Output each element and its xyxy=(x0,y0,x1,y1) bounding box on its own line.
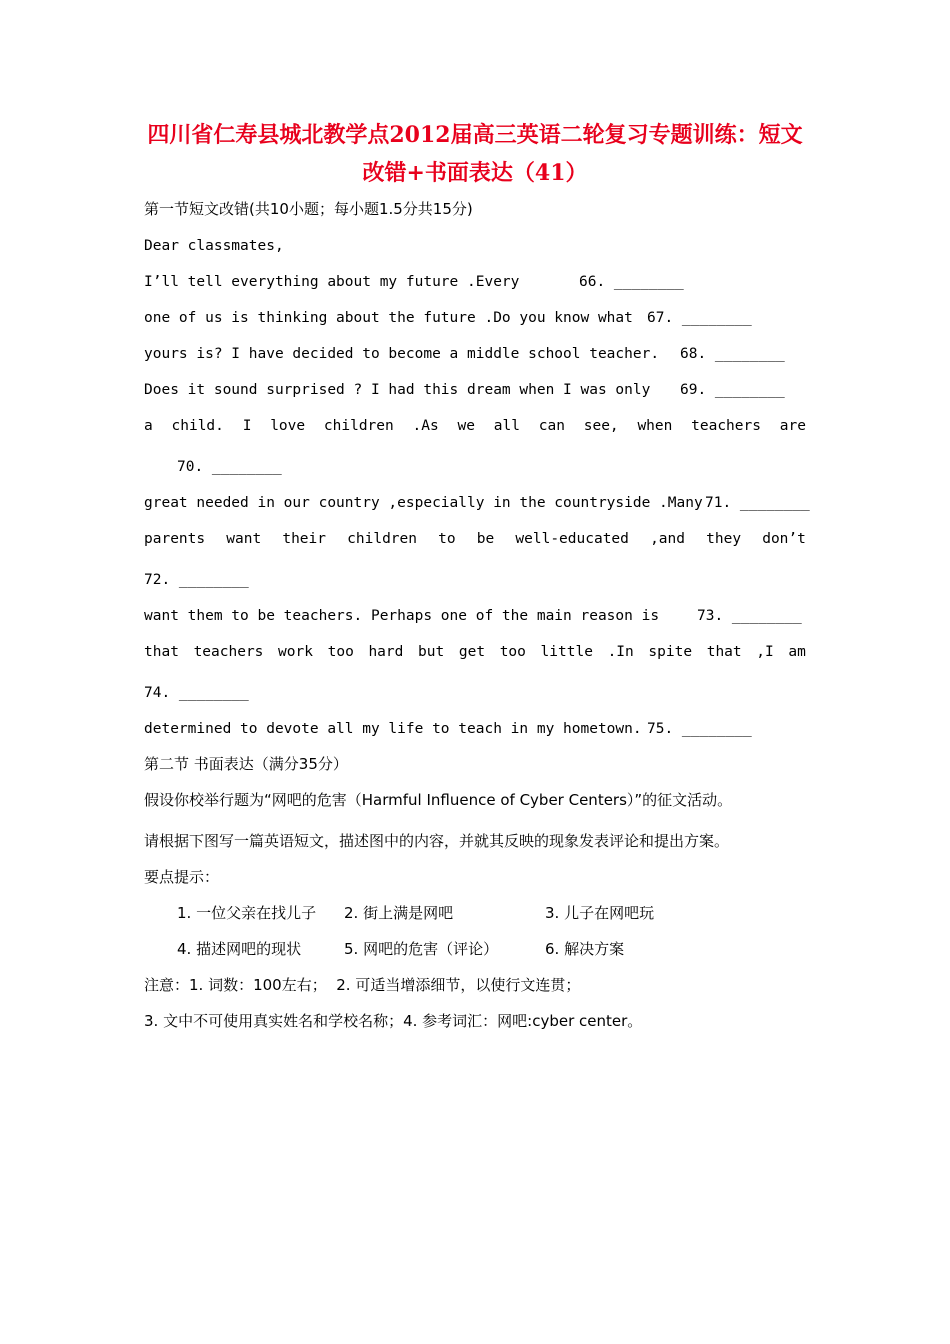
passage-line-10: determined to devote all my life to teach in my hometown. xyxy=(144,721,642,737)
point-4: 4. 描述网吧的现状 xyxy=(177,940,302,958)
note-line-2: 3. 文中不可使用真实姓名和学校名称；4. 参考词汇：网吧:cyber center。 xyxy=(144,1012,643,1030)
passage-line-8: want them to be teachers. Perhaps one of the main reason is xyxy=(144,608,660,624)
answer-blank-66: 66. ________ xyxy=(579,274,684,290)
answer-blank-73: 73. ________ xyxy=(697,608,802,624)
word: see, xyxy=(583,418,619,434)
word: ,I xyxy=(756,644,774,660)
answer-blank-75: 75. ________ xyxy=(647,721,752,737)
word: work xyxy=(278,644,313,660)
word: can xyxy=(538,418,565,434)
word: get xyxy=(458,644,486,660)
word: spite xyxy=(648,644,693,660)
note-line-1: 注意：1. 词数：100左右； 2. 可适当增添细节，以使行文连贯； xyxy=(144,976,581,994)
word: their xyxy=(282,531,326,547)
document-title-line-1: 四川省仁寿县城北教学点2012届高三英语二轮复习专题训练：短文 xyxy=(147,122,803,148)
answer-blank-69: 69. ________ xyxy=(680,382,785,398)
word: to xyxy=(438,531,456,547)
word: be xyxy=(476,531,495,547)
word: children xyxy=(347,531,417,547)
point-5: 5. 网吧的危害（评论） xyxy=(344,940,499,958)
word: all xyxy=(493,418,520,434)
word: hard xyxy=(368,644,404,660)
word: parents xyxy=(144,531,206,547)
passage-line-5 xyxy=(144,416,806,436)
passage-line-4: Does it sound surprised ? I had this dream when I was only xyxy=(144,382,651,398)
word: love xyxy=(270,418,306,434)
answer-blank-70: 70. ________ xyxy=(177,459,282,475)
answer-blank-72: 72. ________ xyxy=(144,572,249,588)
word: too xyxy=(499,644,526,660)
passage-line-3: yours is? I have decided to become a middle school teacher. xyxy=(144,346,660,362)
point-3: 3. 儿子在网吧玩 xyxy=(545,904,655,922)
point-2: 2. 街上满是网吧 xyxy=(344,904,454,922)
word: well-educated xyxy=(515,531,629,547)
passage-line-7 xyxy=(144,529,806,549)
word: don’t xyxy=(762,531,806,547)
salutation: Dear classmates, xyxy=(144,238,284,254)
points-label: 要点提示： xyxy=(144,868,220,886)
word: teachers xyxy=(691,418,761,434)
answer-blank-71: 71. ________ xyxy=(705,495,810,511)
word: but xyxy=(418,644,445,660)
word: a xyxy=(144,418,153,434)
point-6: 6. 解决方案 xyxy=(545,940,625,958)
word: .In xyxy=(607,644,634,660)
word: I xyxy=(242,418,252,434)
word: that xyxy=(706,644,742,660)
passage-line-1: I’ll tell everything about my future .Every xyxy=(144,274,520,290)
section2-heading: 第二节 书面表达（满分35分） xyxy=(144,755,348,773)
word: are xyxy=(779,418,806,434)
passage-line-9 xyxy=(144,642,806,662)
word: ,and xyxy=(650,531,685,547)
point-1: 1. 一位父亲在找儿子 xyxy=(177,904,317,922)
writing-prompt-2: 请根据下图写一篇英语短文，描述图中的内容，并就其反映的现象发表评论和提出方案。 xyxy=(144,832,730,850)
word: they xyxy=(706,531,742,547)
word: want xyxy=(226,531,262,547)
document-title-line-2: 改错+书面表达（41） xyxy=(362,160,588,186)
answer-blank-67: 67. ________ xyxy=(647,310,752,326)
word: child. xyxy=(171,418,224,434)
section1-heading: 第一节短文改错(共10小题；每小题1.5分共15分) xyxy=(144,200,473,218)
word: .As xyxy=(412,418,439,434)
word: we xyxy=(457,418,475,434)
word: children xyxy=(323,418,394,434)
word: little xyxy=(540,644,593,660)
passage-line-2: one of us is thinking about the future .Do you know what xyxy=(144,310,633,326)
passage-line-6: great needed in our country ,especially in the countryside .Many xyxy=(144,495,703,511)
writing-prompt-1: 假设你校举行题为“网吧的危害（Harmful Influence of Cyber Centers）”的征文活动。 xyxy=(144,791,733,809)
answer-blank-74: 74. ________ xyxy=(144,685,249,701)
word: too xyxy=(327,644,354,660)
word: teachers xyxy=(193,644,264,660)
answer-blank-68: 68. ________ xyxy=(680,346,785,362)
word: when xyxy=(637,418,673,434)
word: that xyxy=(144,644,179,660)
word: am xyxy=(788,644,806,660)
